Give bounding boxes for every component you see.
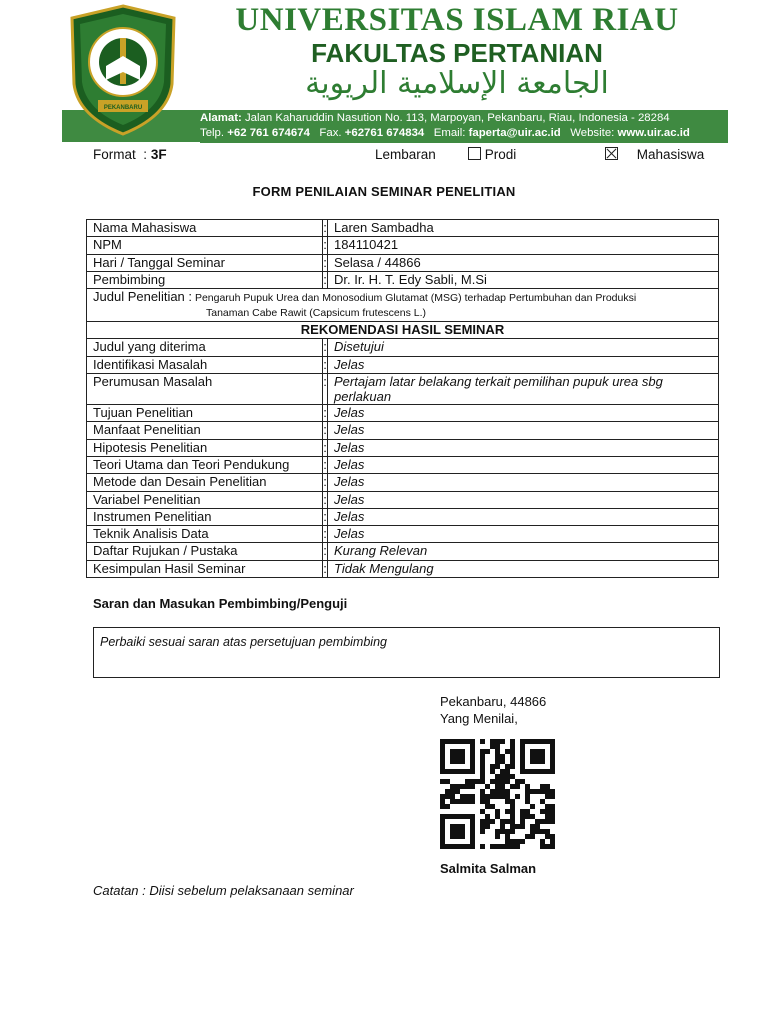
signer-name: Salmita Salman — [440, 861, 537, 876]
format-sep: : — [143, 147, 148, 162]
letterhead-address — [200, 110, 728, 143]
row-label: Perumusan Masalah — [87, 374, 323, 405]
row-value: Jelas — [328, 474, 719, 491]
table-row: Variabel Penelitian : Jelas — [87, 491, 719, 508]
qr-code-icon — [440, 739, 555, 849]
row-value: Selasa / 44866 — [328, 254, 719, 271]
judul-row — [87, 289, 719, 322]
row-value: Jelas — [328, 456, 719, 473]
row-label: Kesimpulan Hasil Seminar — [87, 560, 323, 577]
option-prodi — [468, 147, 516, 162]
row-value: Jelas — [328, 422, 719, 439]
fax-value: +62761 674834 — [344, 127, 425, 139]
row-label: Teori Utama dan Teori Pendukung — [87, 456, 323, 473]
judul-label: Judul Penelitian : — [93, 289, 193, 305]
mahasiswa-label: Mahasiswa — [636, 147, 705, 162]
row-label: Metode dan Desain Penelitian — [87, 474, 323, 491]
table-row: Judul yang diterima : Disetujui — [87, 339, 719, 356]
row-label: Identifikasi Masalah — [87, 356, 323, 373]
place-date: Pekanbaru, 44866 — [440, 694, 547, 709]
address-label: Alamat: — [200, 112, 242, 124]
mahasiswa-checked-checkbox-icon — [605, 147, 618, 160]
row-label: Variabel Penelitian — [87, 491, 323, 508]
row-label: Instrumen Penelitian — [87, 508, 323, 525]
row-label: Judul yang diterima — [87, 339, 323, 356]
university-title: UNIVERSITAS ISLAM RIAU — [235, 2, 679, 38]
row-value: Jelas — [328, 439, 719, 456]
telp-value: +62 761 674674 — [227, 127, 310, 139]
row-label: Tujuan Penelitian — [87, 405, 323, 422]
row-value: Jelas — [328, 508, 719, 525]
table-row: Tujuan Penelitian : Jelas — [87, 405, 719, 422]
row-label: Hipotesis Penelitian — [87, 439, 323, 456]
judul-line2: Tanaman Cabe Rawit (Capsicum frutescens L.) — [206, 307, 427, 320]
letterhead — [62, 0, 728, 144]
address-text: Jalan Kaharuddin Nasution No. 113, Marpoyan, Pekanbaru, Riau, Indonesia - 28284 — [244, 112, 670, 124]
row-value: Jelas — [328, 405, 719, 422]
row-value: Dr. Ir. H. T. Edy Sabli, M.Si — [328, 271, 719, 288]
row-label: Pembimbing — [87, 271, 323, 288]
row-label: Daftar Rujukan / Pustaka — [87, 543, 323, 560]
row-value: Jelas — [328, 491, 719, 508]
row-value: Laren Sambadha — [328, 220, 719, 237]
table-row: NPM : 184110421 — [87, 237, 719, 254]
website-value: www.uir.ac.id — [617, 127, 690, 139]
table-row: Perumusan Masalah : Pertajam latar belakang terkait pemilihan pupuk urea sbg perlakuan — [87, 374, 719, 405]
row-value: 184110421 — [328, 237, 719, 254]
catatan-note: Catatan : Diisi sebelum pelaksanaan seminar — [93, 883, 354, 898]
form-title: FORM PENILAIAN SEMINAR PENELITIAN — [252, 184, 516, 199]
row-value: Kurang Relevan — [328, 543, 719, 560]
faculty-title: FAKULTAS PERTANIAN — [311, 38, 603, 68]
university-logo-icon — [68, 4, 178, 136]
svg-text:PEKANBARU: PEKANBARU — [103, 105, 143, 111]
signer-role: Yang Menilai, — [440, 710, 518, 726]
option-mahasiswa — [605, 147, 704, 162]
table-row: Daftar Rujukan / Pustaka : Kurang Relevan — [87, 543, 719, 560]
format-line — [93, 147, 167, 162]
prodi-checkbox-icon — [468, 147, 481, 160]
saran-box — [93, 627, 720, 678]
rekomendasi-header-row — [87, 322, 719, 339]
assessment-table — [86, 219, 719, 578]
website-label: Website: — [570, 127, 615, 139]
email-label: Email: — [433, 127, 466, 139]
row-value: Pertajam latar belakang terkait pemilihan pupuk urea sbg perlakuan — [328, 374, 719, 405]
table-row: Teknik Analisis Data : Jelas — [87, 526, 719, 543]
table-row: Hipotesis Penelitian : Jelas — [87, 439, 719, 456]
table-row: Instrumen Penelitian : Jelas — [87, 508, 719, 525]
arabic-title: الجامعة الإسلامية الريوية — [305, 66, 609, 101]
telp-label: Telp. — [200, 127, 225, 139]
row-label: Manfaat Penelitian — [87, 422, 323, 439]
signature-block — [440, 694, 546, 727]
row-value: Tidak Mengulang — [328, 560, 719, 577]
table-row: Teori Utama dan Teori Pendukung : Jelas — [87, 456, 719, 473]
saran-text: Perbaiki sesuai saran atas persetujuan pembimbing — [100, 635, 387, 649]
lembaran-label: Lembaran — [375, 147, 436, 162]
saran-title: Saran dan Masukan Pembimbing/Penguji — [93, 596, 348, 611]
judul-line1: Pengaruh Pupuk Urea dan Monosodium Glutamat (MSG) terhadap Pertumbuhan dan Produksi — [194, 292, 637, 305]
row-label: Nama Mahasiswa — [87, 220, 323, 237]
table-row: Kesimpulan Hasil Seminar : Tidak Mengulang — [87, 560, 719, 577]
table-row: Nama Mahasiswa : Laren Sambadha — [87, 220, 719, 237]
email-value: faperta@uir.ac.id — [468, 127, 561, 139]
table-row: Hari / Tanggal Seminar : Selasa / 44866 — [87, 254, 719, 271]
row-label: Teknik Analisis Data — [87, 526, 323, 543]
row-value: Jelas — [328, 526, 719, 543]
row-label: NPM — [87, 237, 323, 254]
table-row: Manfaat Penelitian : Jelas — [87, 422, 719, 439]
format-code: 3F — [150, 147, 167, 162]
rekomendasi-title: REKOMENDASI HASIL SEMINAR — [87, 322, 719, 339]
row-value: Disetujui — [328, 339, 719, 356]
row-label: Hari / Tanggal Seminar — [87, 254, 323, 271]
format-label: Format — [93, 147, 136, 162]
fax-label: Fax. — [319, 127, 342, 139]
prodi-label: Prodi — [484, 147, 517, 162]
row-value: Jelas — [328, 356, 719, 373]
table-row: Pembimbing : Dr. Ir. H. T. Edy Sabli, M.Si — [87, 271, 719, 288]
table-row: Identifikasi Masalah : Jelas — [87, 356, 719, 373]
table-row: Metode dan Desain Penelitian : Jelas — [87, 474, 719, 491]
